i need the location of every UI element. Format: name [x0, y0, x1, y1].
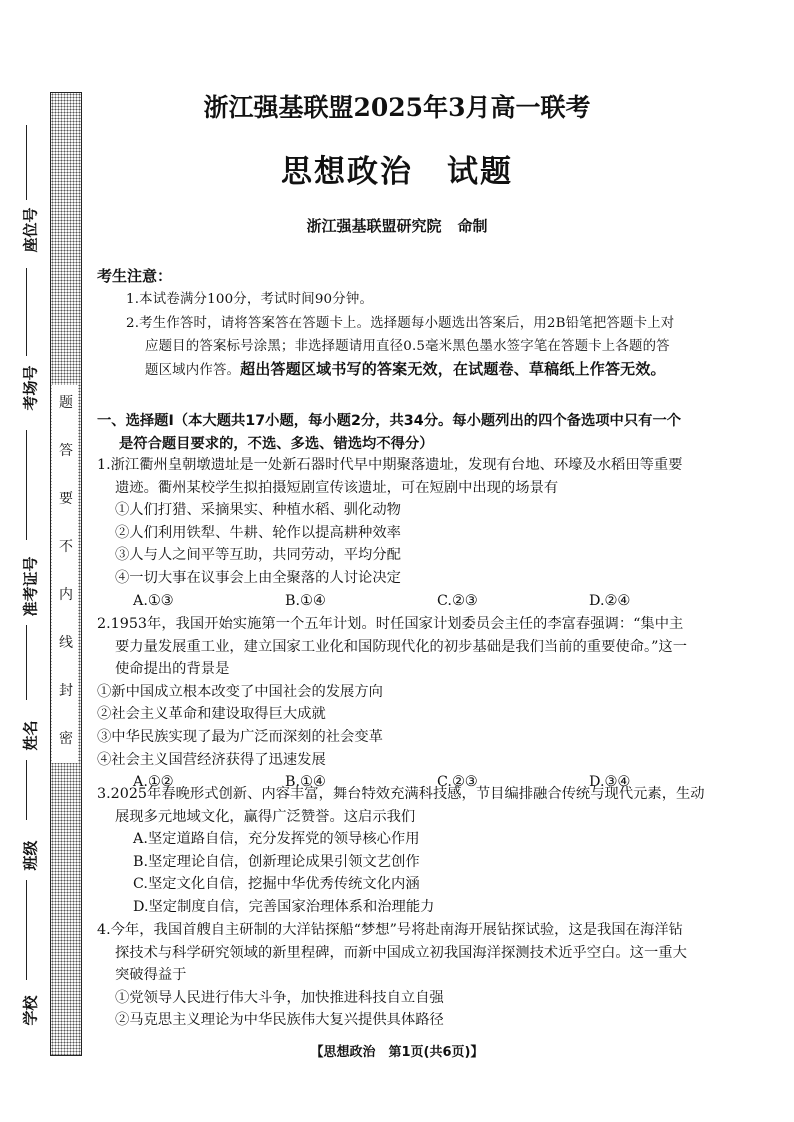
statement: ①党领导人民进行伟大斗争，加快推进科技自立自强 — [115, 989, 444, 1006]
margin-line-ticket — [26, 430, 27, 540]
section-heading-line1: 一、选择题Ⅰ（本大题共17小题，每小题2分，共34分。每小题列出的四个备选项中只有一个 — [97, 413, 682, 429]
margin-field-name: 姓名 — [21, 720, 40, 751]
question-1 — [97, 454, 742, 612]
seal-char: 答 — [59, 443, 73, 459]
margin-field-ticket: 准考证号 — [21, 556, 40, 617]
question-stem: 探技术与科学研究领域的新里程碑，而新中国成立初我国海洋探测技术近乎空白。这一重大 — [115, 944, 687, 961]
notice-item-1: 1.本试卷满分100分，考试时间90分钟。 — [126, 292, 374, 307]
margin-line-room — [26, 268, 27, 356]
question-stem: 要力量发展重工业，建立国家工业化和国防现代化的初步基础是我们当前的重要使命。”这一 — [115, 638, 688, 655]
question-stem: 使命提出的背景是 — [115, 661, 230, 678]
question-stem: 展现多元地域文化，赢得广泛赞誉。这启示我们 — [115, 808, 416, 825]
seal-char: 线 — [59, 635, 73, 651]
choice-a: A.①② — [133, 774, 174, 791]
notice-item-2: 2.考生作答时，请将答案答在答题卡上。选择题每小题选出答案后，用2B铅笔把答题卡上对 — [126, 316, 675, 331]
seal-char: 密 — [59, 731, 73, 747]
statement: ④社会主义国营经济获得了迅速发展 — [97, 751, 326, 768]
choice-c: C.②③ — [437, 774, 478, 791]
choice-b: B.①④ — [285, 592, 326, 609]
choice-d: D.②④ — [589, 592, 631, 609]
section-heading-line2: 是符合题目要求的，不选、多选、错选均不得分） — [119, 436, 434, 452]
margin-field-seat: 座位号 — [21, 207, 40, 253]
seal-char: 题 — [59, 395, 73, 411]
seal-char: 不 — [59, 539, 73, 555]
option-a: A.坚定道路自信，充分发挥党的领导核心作用 — [133, 831, 420, 848]
seal-char: 内 — [59, 587, 73, 603]
margin-line-school — [26, 880, 27, 980]
choice-d: D.③④ — [589, 774, 631, 791]
question-3 — [97, 783, 742, 919]
margin-line-name — [26, 625, 27, 700]
subject-name: 思想政治 — [281, 154, 413, 190]
notice-heading: 考生注意： — [97, 267, 173, 285]
margin-field-room: 考场号 — [21, 365, 40, 411]
seal-char: 封 — [59, 683, 73, 699]
notice-item-2-tail: 题区域内作答。 — [145, 363, 241, 378]
statement: ④一切大事在议事会上由全聚落的人讨论决定 — [115, 569, 401, 586]
subject-title — [0, 146, 794, 191]
statement: ①人们打猎、采摘果实、种植水稻、驯化动物 — [115, 502, 401, 519]
issuer-role: 命制 — [457, 217, 488, 235]
choice-b: B.①④ — [285, 774, 326, 791]
option-d: D.坚定制度自信，完善国家治理体系和治理能力 — [133, 898, 435, 915]
question-4 — [97, 919, 742, 1032]
statement: ③人与人之间平等互助，共同劳动，平均分配 — [115, 547, 401, 564]
exam-title: 浙江强基联盟2025年3月高一联考 — [203, 93, 591, 122]
choice-a: A.①③ — [133, 592, 174, 609]
issuer-org: 浙江强基联盟研究院 — [306, 217, 442, 235]
question-stem: 1.浙江衢州皇朝墩遗址是一处新石器时代早中期聚落遗址，发现有台地、环壕及水稻田等重要 — [97, 457, 683, 473]
margin-field-class: 班级 — [21, 840, 40, 871]
margin-line-class — [26, 760, 27, 820]
question-stem: 3.2025年春晚形式创新、内容丰富，舞台特效充满科技感，节目编排融合传统与现代元素，生动 — [97, 786, 705, 802]
statement: ②人们利用铁犁、牛耕、轮作以提高耕种效率 — [115, 524, 401, 541]
section-heading — [97, 410, 737, 456]
statement: ③中华民族实现了最为广泛而深刻的社会变革 — [97, 728, 383, 745]
notice-item-2-cont: 应题目的答案标号涂黑；非选择题请用直径0.5毫米黑色墨水签字笔在答题卡上各题的答 — [145, 339, 670, 354]
choice-c: C.②③ — [437, 592, 478, 609]
question-stem: 2.1953年，我国开始实施第一个五年计划。时任国家计划委员会主任的李富春强调：“集中主 — [97, 616, 684, 632]
question-stem: 遗迹。衢州某校学生拟拍摄短剧宣传该遗址，可在短剧中出现的场景有 — [115, 479, 559, 496]
issuer-line — [0, 215, 794, 236]
notice-warning: 超出答题区域书写的答案无效，在试题卷、草稿纸上作答无效。 — [240, 360, 666, 378]
statement: ①新中国成立根本改变了中国社会的发展方向 — [97, 683, 383, 700]
question-2 — [97, 613, 742, 794]
option-b: B.坚定理论自信，创新理论成果引领文艺创作 — [133, 853, 420, 870]
page-footer: 【思想政治 第1页(共6页)】 — [310, 1045, 484, 1060]
question-stem: 突破得益于 — [115, 967, 187, 984]
statement: ②社会主义革命和建设取得巨大成就 — [97, 706, 326, 723]
paper-label: 试题 — [447, 154, 513, 190]
question-stem: 4.今年，我国首艘自主研制的大洋钻探船“梦想”号将赴南海开展钻探试验，这是我国在海洋钻 — [97, 922, 683, 938]
notice-item-2-end — [145, 358, 745, 382]
statement: ②马克思主义理论为中华民族伟大复兴提供具体路径 — [115, 1012, 444, 1029]
margin-field-school: 学校 — [21, 995, 40, 1026]
option-c: C.坚定文化自信，挖掘中华优秀传统文化内涵 — [133, 876, 420, 893]
answer-choices — [97, 590, 742, 613]
seal-char: 要 — [59, 491, 73, 507]
